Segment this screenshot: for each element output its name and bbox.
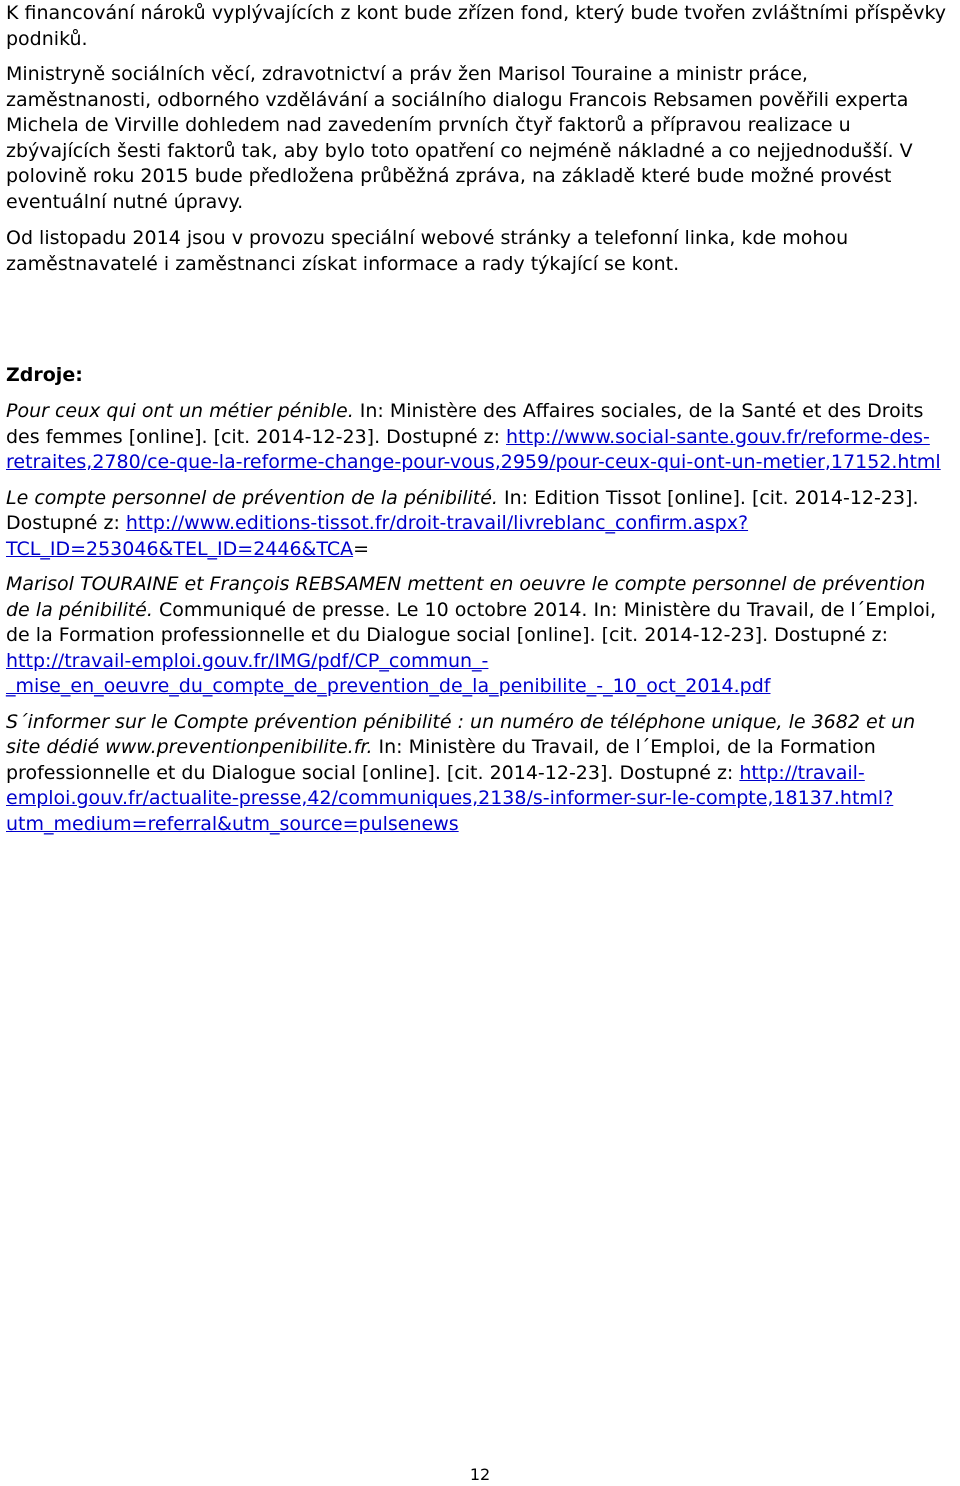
page-number: 12 [469,1465,491,1484]
source-text: In: Edition Tissot [online]. [cit. 2014-12-23]. Dostupné z: [6,486,919,534]
document-page [6,0,954,837]
paragraph-website: Od listopadu 2014 jsou v provozu speciální webové stránky a telefonní linka, kde mohou zaměstnavatelé i zaměstnanci získat informace a rady týkající se kont. [6,227,849,275]
source-title: Marisol TOURAINE et François REBSAMEN mettent en oeuvre le compte personnel de prévention de la pénibilité. [6,573,926,621]
source-item-2 [6,486,954,563]
source-item-4 [6,710,954,838]
source-link[interactable]: http://www.editions-tissot.fr/droit-travail/livreblanc_confirm.aspx?TCL_ID=253046&TEL_ID=2446&TCA [6,512,749,560]
source-text: In: Ministère du Travail, de l´Emploi, de la Formation professionnelle et du Dialogue social [online]. [cit. 2014-12-23]. Dostupné z: [6,736,876,784]
paragraph-ministers: Ministryně sociálních věcí, zdravotnictví a práv žen Marisol Touraine a ministr práce, zaměstnanosti, odborného vzdělávání a sociálního dialogu Francois Rebsamen pověřili experta Michela de Virville dohledem nad zavedením prvních čtyř faktorů a přípravou realizace u zbývajících šesti faktorů tak, aby bylo toto opatření co nejméně nákladné a co nejjednodušší. V polovině roku 2015 bude předložena průběžná zpráva, na základě které bude možné provést eventuální nutné úpravy. [6,63,913,213]
source-title: S´informer sur le Compte prévention pénibilité : un numéro de téléphone unique, le 3682 et un site dédié www.preventionpenibilite.fr. [6,710,916,758]
source-text: Communiqué de presse. Le 10 octobre 2014. In: Ministère du Travail, de l´Emploi, de la Formation professionnelle et du Dialogue social [online]. [cit. 2014-12-23]. Dostupné z: [6,598,937,646]
source-item-1 [6,399,954,476]
sources-heading: Zdroje: [6,364,83,386]
source-link[interactable]: http://travail-emploi.gouv.fr/IMG/pdf/CP_commun_-_mise_en_oeuvre_du_compte_de_prevention_de_la_penibilite_-_10_oct_2014.pdf [6,649,771,697]
source-item-3 [6,572,954,700]
source-title: Le compte personnel de prévention de la pénibilité. [6,486,498,509]
paragraph-fund: K financování nároků vyplývajících z kont bude zřízen fond, který bude tvořen zvláštními příspěvky podniků. [6,2,947,50]
source-text: In: Ministère des Affaires sociales, de la Santé et des Droits des femmes [online]. [cit. 2014-12-23]. Dostupné z: [6,400,924,448]
source-title: Pour ceux qui ont un métier pénible. [6,400,354,422]
source-link[interactable]: http://travail-emploi.gouv.fr/actualite-presse,42/communiques,2138/s-informer-sur-le-compte,18137.html?utm_medium=referral&utm_source=pulsenews [6,761,894,835]
source-link[interactable]: http://www.social-sante.gouv.fr/reforme-des-retraites,2780/ce-que-la-reforme-change-pour-vous,2959/pour-ceux-qui-ont-un-metier,17152.html [6,425,941,473]
source-suffix: = [353,537,370,560]
